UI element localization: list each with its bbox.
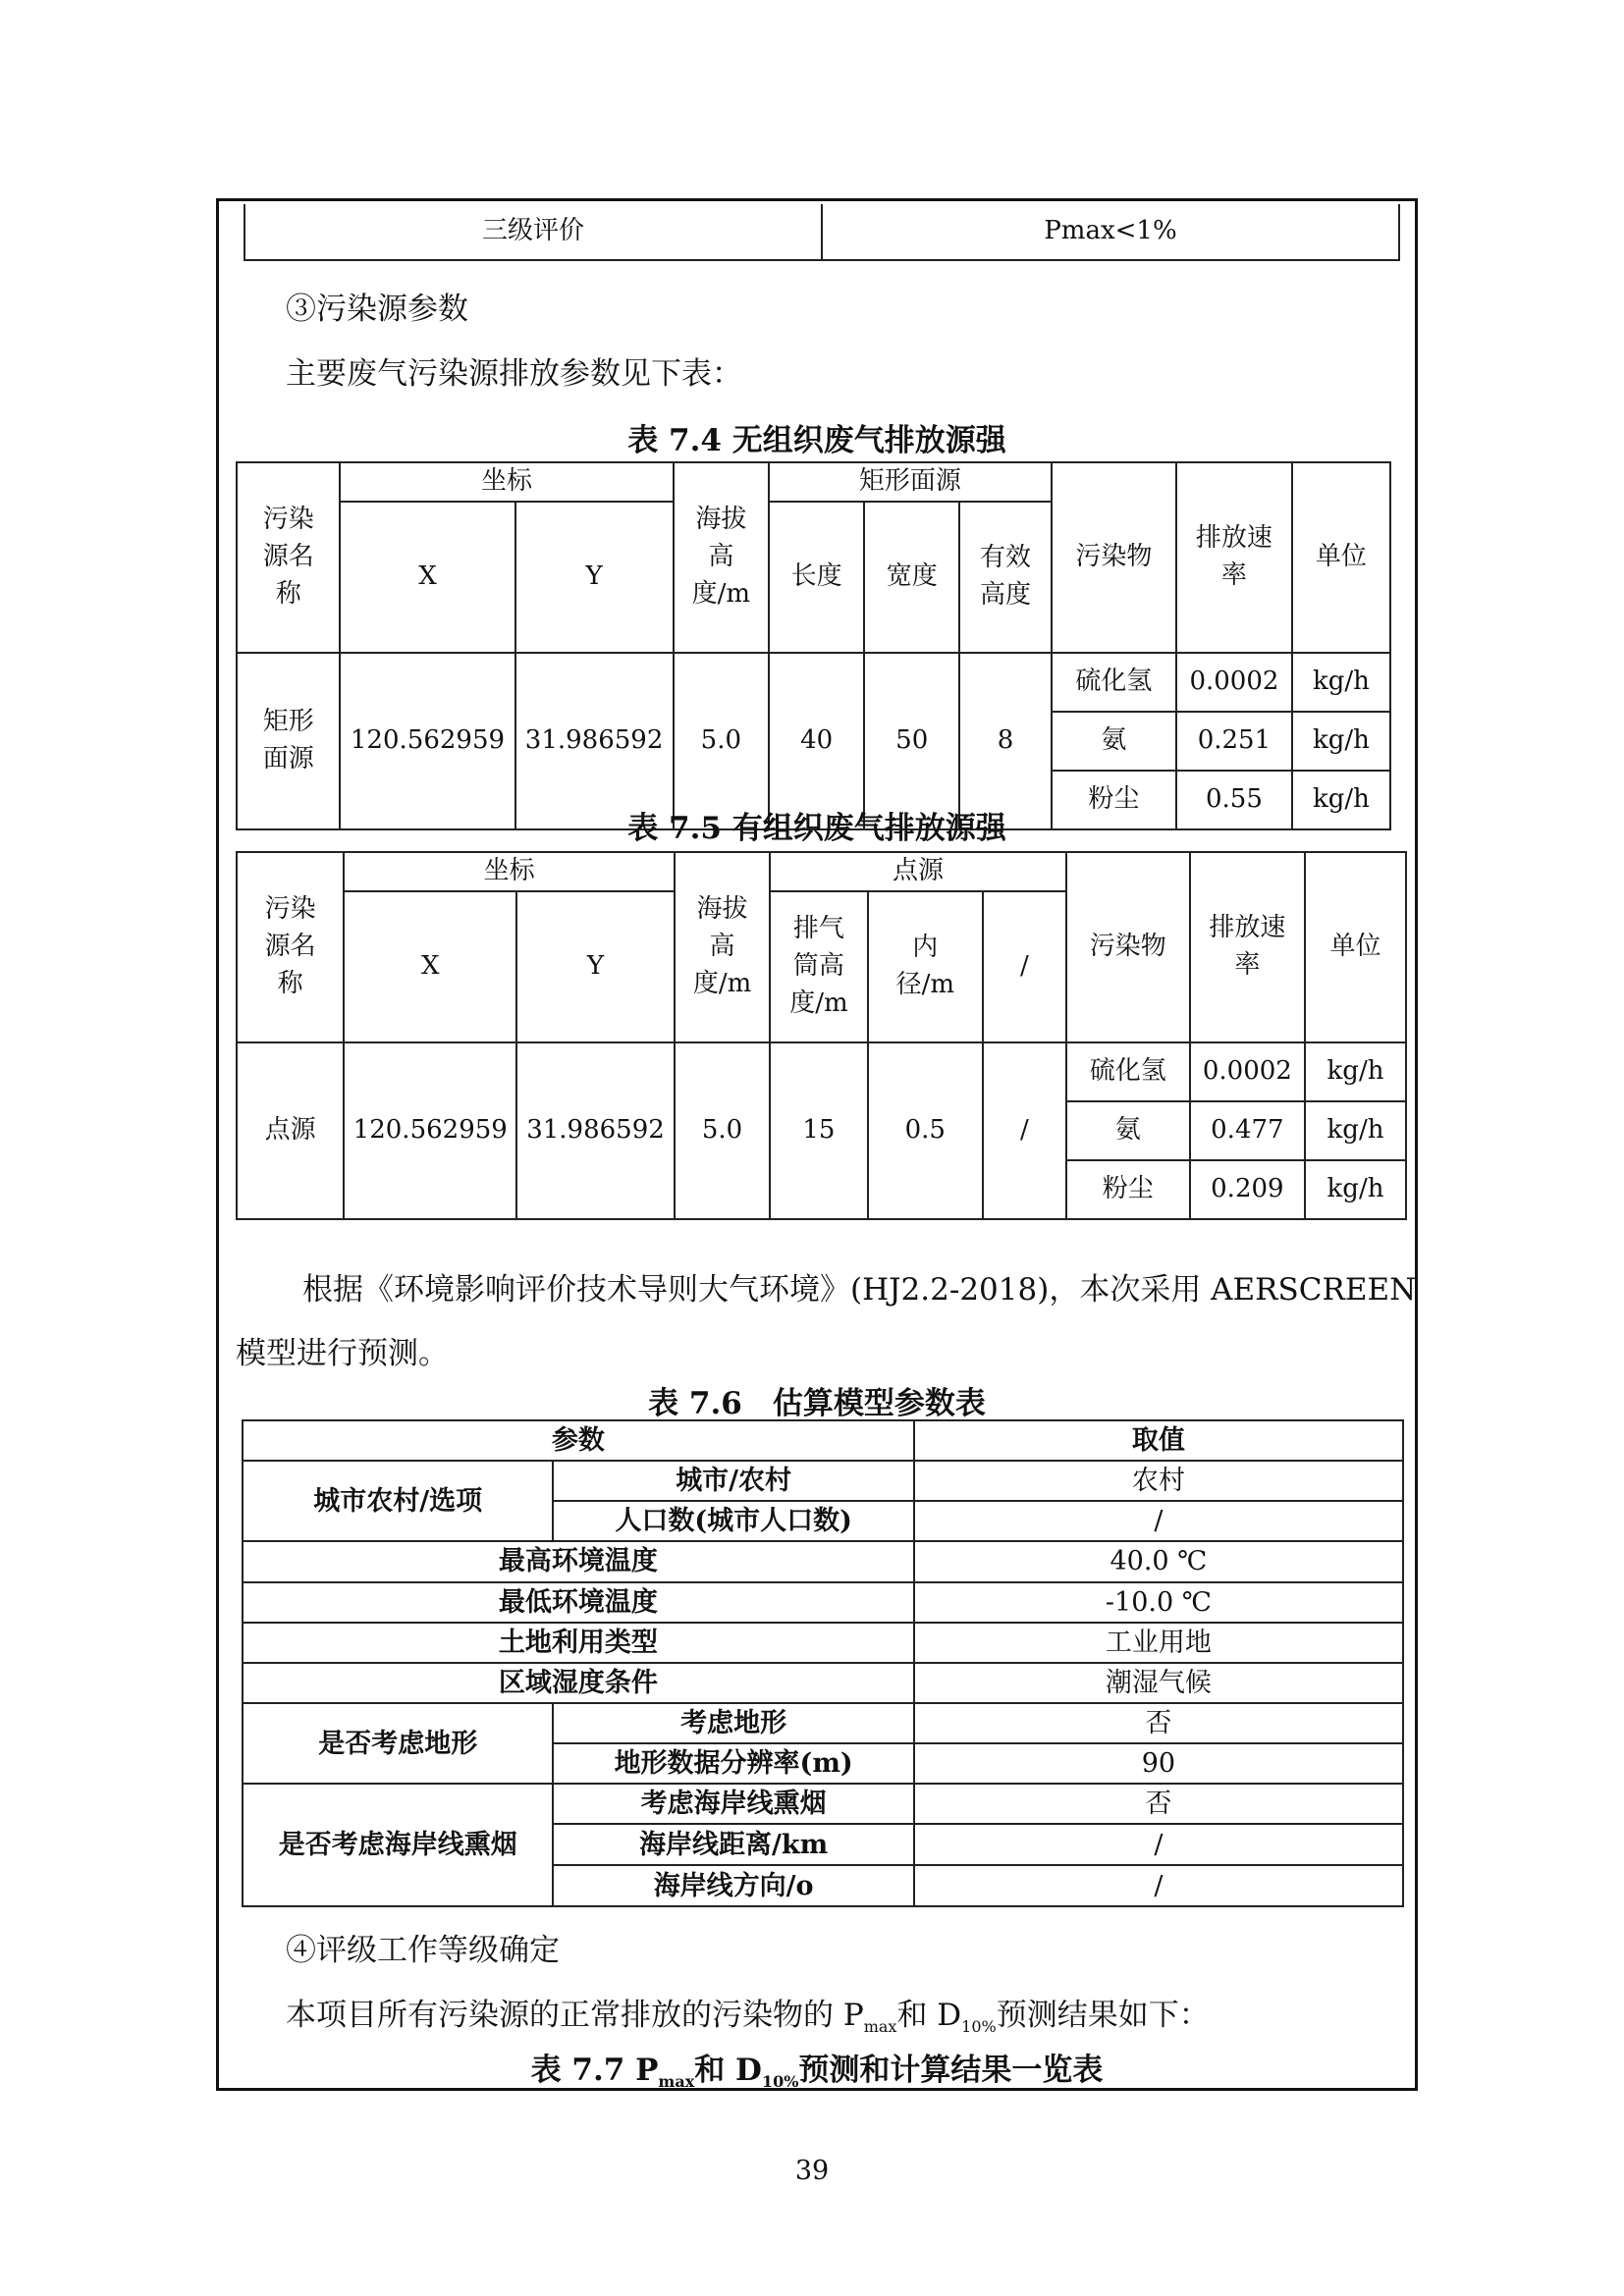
table77-title-c: 预测和计算结果一览表 — [798, 2053, 1104, 2088]
level-table — [244, 204, 1400, 261]
t74-pol: 粉尘 — [1052, 771, 1176, 829]
section4-text-b: 和 D — [896, 1998, 962, 2033]
t74-eff: 8 — [959, 653, 1051, 829]
t76-g2: 是否考虑地形 — [243, 1703, 553, 1784]
t74-unit: kg/h — [1292, 771, 1390, 829]
t75-pol: 硫化氢 — [1066, 1042, 1190, 1101]
level-label: 三级评价 — [244, 204, 822, 260]
t75-y: 31.986592 — [516, 1042, 675, 1219]
t74-h-pol: 污染物 — [1052, 462, 1176, 653]
t74-x: 120.562959 — [340, 653, 514, 829]
section3-heading: ③污染源参数 — [286, 292, 468, 327]
table77-sub-a: max — [658, 2072, 695, 2092]
t74-h-unit: 单位 — [1292, 462, 1390, 653]
t74-rate: 0.251 — [1176, 712, 1292, 771]
t75-x: 120.562959 — [344, 1042, 516, 1219]
t74-pol: 氨 — [1052, 712, 1176, 771]
section3-intro: 主要废气污染源排放参数见下表： — [286, 356, 742, 392]
t74-len: 40 — [769, 653, 864, 829]
t76-g2a: 考虑地形 — [553, 1703, 913, 1743]
t75-rate: 0.0002 — [1190, 1042, 1305, 1101]
t75-diam: 0.5 — [868, 1042, 983, 1219]
t75-rate: 0.209 — [1190, 1160, 1305, 1219]
t75-h-name: 污染源名称 — [237, 852, 344, 1042]
t76-tmin: 最低环境温度 — [243, 1582, 914, 1623]
t75-alt: 5.0 — [675, 1042, 770, 1219]
t74-src: 矩形面源 — [237, 653, 340, 829]
section4-text-c: 预测结果如下： — [996, 1998, 1210, 2033]
t75-h-stack: 排气筒高度/m — [770, 891, 867, 1042]
level-value: Pmax<1% — [822, 204, 1399, 260]
table74 — [236, 461, 1391, 830]
t75-h-coord: 坐标 — [344, 852, 675, 891]
t75-h-rate: 排放速率 — [1190, 852, 1305, 1042]
table77-title-a: 表 7.7 P — [530, 2053, 659, 2088]
t76-g2a-v: 否 — [914, 1703, 1403, 1743]
model-paragraph-line1: 根据《环境影响评价技术导则大气环境》(HJ2.2-2018)，本次采用 AERSCREEN — [302, 1272, 1417, 1308]
t74-unit: kg/h — [1292, 653, 1390, 712]
t75-h-x: X — [344, 891, 516, 1042]
t74-rate: 0.0002 — [1176, 653, 1292, 712]
t74-h-eff: 有效高度 — [959, 502, 1051, 653]
t75-h-point: 点源 — [770, 852, 1065, 891]
t76-g3: 是否考虑海岸线熏烟 — [243, 1784, 553, 1906]
t76-g1a-v: 农村 — [914, 1461, 1403, 1501]
t74-h-wid: 宽度 — [864, 502, 959, 653]
t75-stack: 15 — [770, 1042, 867, 1219]
section4-sub-b: 10% — [961, 2017, 997, 2037]
t75-h-diam: 内径/m — [868, 891, 983, 1042]
table76 — [242, 1419, 1404, 1907]
t76-g1b: 人口数(城市人口数) — [553, 1501, 913, 1541]
table75-title: 表 7.5 有组织废气排放源强 — [627, 811, 1006, 846]
t75-unit: kg/h — [1305, 1160, 1406, 1219]
section4-text — [286, 1990, 1210, 2036]
t76-g2b-v: 90 — [914, 1743, 1403, 1784]
table75 — [236, 851, 1407, 1220]
table74-title: 表 7.4 无组织废气排放源强 — [627, 423, 1006, 458]
t74-y: 31.986592 — [515, 653, 674, 829]
t76-h-param: 参数 — [243, 1420, 914, 1461]
t76-tmax-v: 40.0 ℃ — [914, 1541, 1403, 1581]
table77-title-b: 和 D — [694, 2053, 762, 2088]
t76-hum-v: 潮湿气候 — [914, 1663, 1403, 1703]
t75-src: 点源 — [237, 1042, 344, 1219]
t74-alt: 5.0 — [674, 653, 769, 829]
section4-sub-a: max — [863, 2017, 897, 2037]
table77-title — [219, 2045, 1415, 2091]
t76-g2b: 地形数据分辨率(m) — [553, 1743, 913, 1784]
t76-g1a: 城市/农村 — [553, 1461, 913, 1501]
t74-pol: 硫化氢 — [1052, 653, 1176, 712]
t74-wid: 50 — [864, 653, 959, 829]
t76-g3a-v: 否 — [914, 1784, 1403, 1824]
t75-unit: kg/h — [1305, 1101, 1406, 1160]
t74-h-len: 长度 — [769, 502, 864, 653]
t74-h-rect: 矩形面源 — [769, 462, 1052, 502]
t74-h-y: Y — [515, 502, 674, 653]
t75-rate: 0.477 — [1190, 1101, 1305, 1160]
table77-sub-b: 10% — [761, 2072, 799, 2092]
t76-g3c-v: / — [914, 1865, 1403, 1906]
page-number: 39 — [794, 2156, 830, 2186]
t75-h-unit: 单位 — [1305, 852, 1406, 1042]
t76-hum: 区域湿度条件 — [243, 1663, 914, 1703]
t76-g3a: 考虑海岸线熏烟 — [553, 1784, 913, 1824]
t75-h-pol: 污染物 — [1066, 852, 1190, 1042]
t75-pol: 粉尘 — [1066, 1160, 1190, 1219]
table76-title: 表 7.6 估算模型参数表 — [648, 1386, 986, 1421]
t76-tmax: 最高环境温度 — [243, 1541, 914, 1581]
t75-h-alt: 海拔高度/m — [675, 852, 770, 1042]
t74-unit: kg/h — [1292, 712, 1390, 771]
t74-h-alt: 海拔高度/m — [674, 462, 769, 653]
t76-g1b-v: / — [914, 1501, 1403, 1541]
t75-slash: / — [983, 1042, 1066, 1219]
t76-g1: 城市农村/选项 — [243, 1461, 553, 1541]
page-frame — [216, 198, 1418, 2091]
t74-h-coord: 坐标 — [340, 462, 673, 502]
t74-h-rate: 排放速率 — [1176, 462, 1292, 653]
t76-g3b-v: / — [914, 1824, 1403, 1865]
t76-h-value: 取值 — [914, 1420, 1403, 1461]
t75-pol: 氨 — [1066, 1101, 1190, 1160]
t75-h-y: Y — [516, 891, 675, 1042]
t75-h-slash: / — [983, 891, 1066, 1042]
t74-h-x: X — [340, 502, 514, 653]
t74-h-name: 污染源名称 — [237, 462, 340, 653]
t74-rate: 0.55 — [1176, 771, 1292, 829]
model-paragraph-line2: 模型进行预测。 — [236, 1336, 449, 1371]
t76-g3c: 海岸线方向/o — [553, 1865, 913, 1906]
section4-heading: ④评级工作等级确定 — [286, 1933, 560, 1968]
t76-tmin-v: -10.0 ℃ — [914, 1582, 1403, 1623]
t76-g3b: 海岸线距离/km — [553, 1824, 913, 1865]
section4-text-a: 本项目所有污染源的正常排放的污染物的 P — [286, 1998, 864, 2033]
t76-land: 土地利用类型 — [243, 1623, 914, 1663]
t76-land-v: 工业用地 — [914, 1623, 1403, 1663]
t75-unit: kg/h — [1305, 1042, 1406, 1101]
